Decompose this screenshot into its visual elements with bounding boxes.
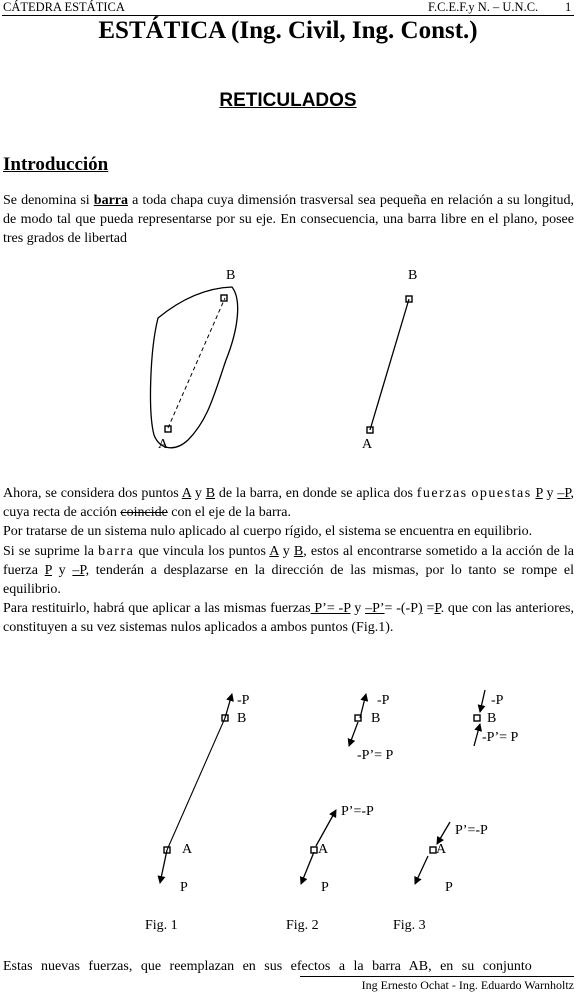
- paragraph-intro: Se denomina si barra a toda chapa cuya dimensión trasversal sea pequeña en relación a su longitud, de modo tal que pueda representarse por su eje. En consecuencia, una barra libre en el plano, posee tres grados de libertad: [3, 193, 574, 247]
- fig2-top-force: -P: [377, 693, 390, 708]
- label-b-plate: B: [226, 268, 236, 283]
- footer-rule: [300, 976, 574, 977]
- fig1-top-force: -P: [237, 693, 250, 708]
- label-a-bar: A: [362, 437, 373, 452]
- section-heading: Introducción: [3, 154, 109, 175]
- fig3-top-force: -P: [491, 693, 504, 708]
- header-left: CÁTEDRA ESTÁTICA: [3, 0, 125, 14]
- paragraph-continuation: Estas nuevas fuerzas, que reemplazan en sus efectos a la barra AB, en su conjunto: [3, 959, 532, 974]
- header-right: F.C.E.F.y N. – U.N.C.: [428, 0, 539, 14]
- fig3-bottom-force: P: [445, 880, 453, 895]
- footer-authors: Ing Ernesto Ochat - Ing. Eduardo Warnholtz: [361, 978, 574, 992]
- fig2-bottom-reaction: P’=-P: [341, 804, 374, 819]
- fig2-point-a: A: [318, 842, 329, 857]
- fig3-point-a: A: [436, 842, 447, 857]
- page-number: 1: [565, 0, 572, 14]
- paragraph-body: Ahora, se considera dos puntos A y B de la barra, en donde se aplica dos fuerzas opuestas P y –P, cuya recta de acción coincide con el eje de la barra. Por tratarse de un sistema nulo aplicado al cuerpo rígido, el sistema se encuentra en equilibrio. Si se suprime la barra que vincula los puntos A y B, estos al encontrarse sometido a la acción de la fuerza P y –P, tenderán a desplazarse en la dirección de las mismas, por lo tanto se rompe el equilibrio. Para restituirlo, habrá que aplicar a las mismas fuerzas P’= -P y –P’= -(-P) =P. que con las anteriores, constituyen a su vez sistemas nulos aplicados a ambos puntos (Fig.1).: [3, 486, 575, 636]
- figure-1-drawing: [160, 694, 232, 883]
- fig1-bottom-force: P: [180, 880, 188, 895]
- page-subtitle: RETICULADOS: [219, 90, 357, 111]
- fig2-point-b: B: [371, 711, 381, 726]
- plate-diagram: [151, 287, 238, 448]
- fig2-bottom-force: P: [321, 880, 329, 895]
- figure-2-drawing: [301, 694, 366, 884]
- bar-diagram: [367, 296, 412, 433]
- fig3-top-reaction: -P’= P: [482, 730, 519, 745]
- label-b-bar: B: [408, 268, 418, 283]
- fig1-caption: Fig. 1: [145, 918, 178, 933]
- fig3-bottom-reaction: P’=-P: [455, 823, 488, 838]
- fig1-point-a: A: [182, 842, 193, 857]
- fig3-point-b: B: [487, 711, 497, 726]
- fig2-top-reaction: -P’= P: [357, 748, 394, 763]
- label-a-plate: A: [158, 437, 169, 452]
- fig1-point-b: B: [237, 711, 247, 726]
- page-title: ESTÁTICA (Ing. Civil, Ing. Const.): [98, 17, 478, 44]
- fig2-caption: Fig. 2: [286, 918, 319, 933]
- point-b-marker: [221, 295, 227, 301]
- figure-3-drawing: [415, 690, 485, 884]
- fig3-caption: Fig. 3: [393, 918, 426, 933]
